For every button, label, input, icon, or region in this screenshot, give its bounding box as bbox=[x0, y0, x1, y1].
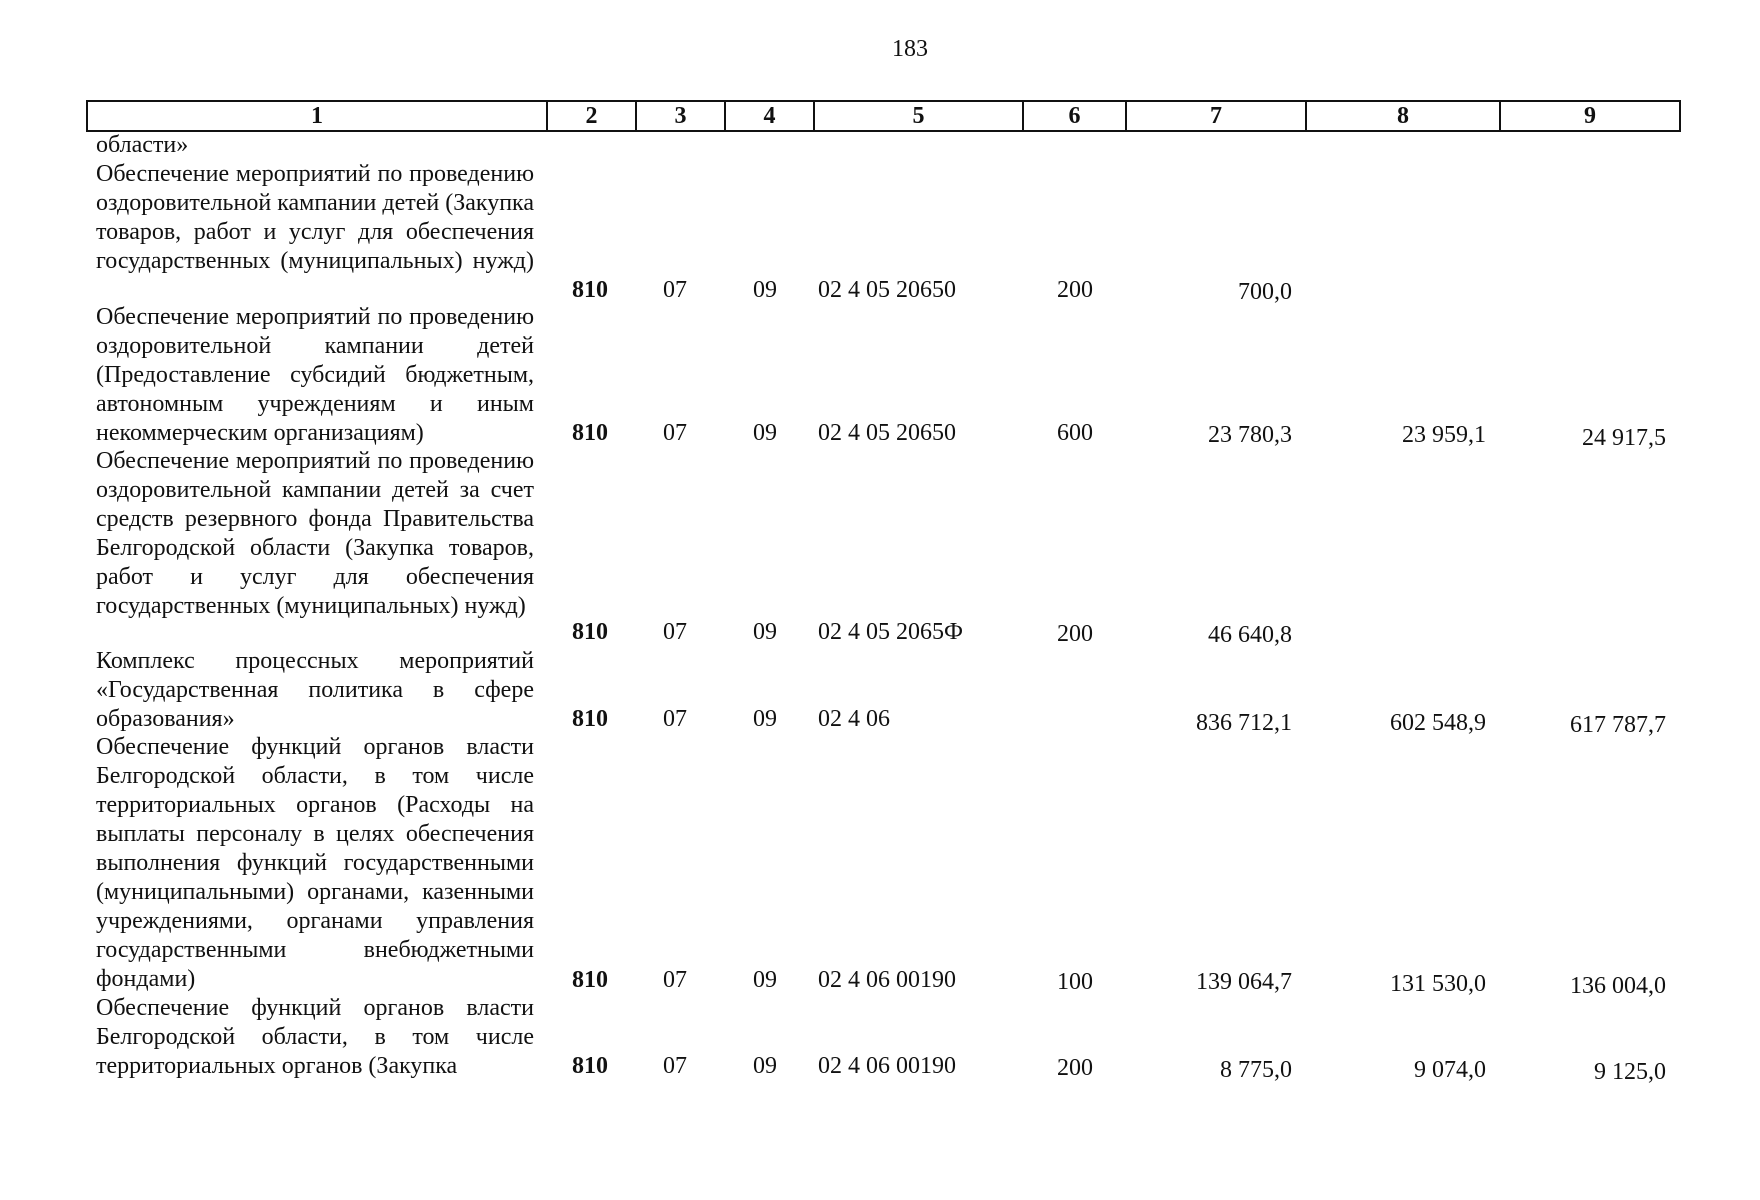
row-col-7: 139 064,7 bbox=[1196, 969, 1292, 995]
row-col-7: 46 640,8 bbox=[1208, 622, 1292, 648]
row-description: Обеспечение функций органов власти Белгородской области, в том числе территориальных органов (Закупка bbox=[96, 995, 534, 1079]
header-col-9: 9 bbox=[1500, 101, 1680, 131]
row-description: Обеспечение мероприятий по проведению оздоровительной кампании детей (Закупка товаров, работ и услуг для обеспечения государственных (муниципальных) нужд) bbox=[96, 161, 534, 274]
row-description: Комплекс процессных мероприятий «Государственная политика в сфере образования» bbox=[96, 648, 534, 732]
row-col-4: 09 bbox=[753, 706, 777, 732]
continuation-text: области» bbox=[96, 132, 189, 158]
row-col-8: 602 548,9 bbox=[1390, 710, 1486, 736]
row-col-5: 02 4 06 bbox=[818, 706, 890, 732]
row-col-4: 09 bbox=[753, 967, 777, 993]
header-col-3: 3 bbox=[636, 101, 725, 131]
header-col-4: 4 bbox=[725, 101, 814, 131]
row-col-6: 200 bbox=[1057, 621, 1093, 647]
row-col-4: 09 bbox=[753, 420, 777, 446]
row-col-2: 810 bbox=[572, 619, 608, 645]
row-col-3: 07 bbox=[663, 706, 687, 732]
row-col-7: 700,0 bbox=[1238, 279, 1292, 305]
row-col-3: 07 bbox=[663, 619, 687, 645]
header-col-1: 1 bbox=[87, 101, 547, 131]
header-col-8: 8 bbox=[1306, 101, 1500, 131]
row-col-7: 836 712,1 bbox=[1196, 710, 1292, 736]
row-col-2: 810 bbox=[572, 420, 608, 446]
row-col-4: 09 bbox=[753, 1053, 777, 1079]
row-col-3: 07 bbox=[663, 277, 687, 303]
row-col-2: 810 bbox=[572, 706, 608, 732]
row-col-9: 9 125,0 bbox=[1594, 1059, 1666, 1085]
row-col-8: 9 074,0 bbox=[1414, 1057, 1486, 1083]
row-col-3: 07 bbox=[663, 967, 687, 993]
row-col-5: 02 4 05 20650 bbox=[818, 420, 956, 446]
row-description: Обеспечение мероприятий по проведению оздоровительной кампании детей (Предоставление субсидий бюджетным, автономным учреждениям и иным некоммерческим организациям) bbox=[96, 304, 534, 446]
header-col-7: 7 bbox=[1126, 101, 1306, 131]
row-col-8: 131 530,0 bbox=[1390, 971, 1486, 997]
row-col-7: 8 775,0 bbox=[1220, 1057, 1292, 1083]
row-col-5: 02 4 06 00190 bbox=[818, 967, 956, 993]
header-col-5: 5 bbox=[814, 101, 1023, 131]
row-col-3: 07 bbox=[663, 420, 687, 446]
row-col-6: 200 bbox=[1057, 277, 1093, 303]
row-description: Обеспечение мероприятий по проведению оздоровительной кампании детей за счет средств резервного фонда Правительства Белгородской области (Закупка товаров, работ и услуг для обеспечения государственных (муниципальных) нужд) bbox=[96, 448, 534, 619]
row-col-2: 810 bbox=[572, 277, 608, 303]
row-col-5: 02 4 06 00190 bbox=[818, 1053, 956, 1079]
header-col-2: 2 bbox=[547, 101, 636, 131]
row-col-2: 810 bbox=[572, 1053, 608, 1079]
row-col-2: 810 bbox=[572, 967, 608, 993]
row-col-5: 02 4 05 2065Ф bbox=[818, 619, 963, 645]
header-col-6: 6 bbox=[1023, 101, 1126, 131]
row-col-4: 09 bbox=[753, 619, 777, 645]
row-col-7: 23 780,3 bbox=[1208, 422, 1292, 448]
row-col-9: 136 004,0 bbox=[1570, 973, 1666, 999]
row-col-9: 24 917,5 bbox=[1582, 425, 1666, 451]
row-col-5: 02 4 05 20650 bbox=[818, 277, 956, 303]
row-col-6: 200 bbox=[1057, 1055, 1093, 1081]
row-col-8: 23 959,1 bbox=[1402, 422, 1486, 448]
row-col-6: 100 bbox=[1057, 969, 1093, 995]
row-col-6: 600 bbox=[1057, 420, 1093, 446]
row-col-3: 07 bbox=[663, 1053, 687, 1079]
row-col-9: 617 787,7 bbox=[1570, 712, 1666, 738]
row-description: Обеспечение функций органов власти Белгородской области, в том числе территориальных органов (Расходы на выплаты персоналу в целях обеспечения выполнения функций государственными (муниципальными) органами, казенными учреждениями, органами управления государственными внебюджетными фондами) bbox=[96, 734, 534, 992]
row-col-4: 09 bbox=[753, 277, 777, 303]
page-number: 183 bbox=[892, 36, 928, 62]
